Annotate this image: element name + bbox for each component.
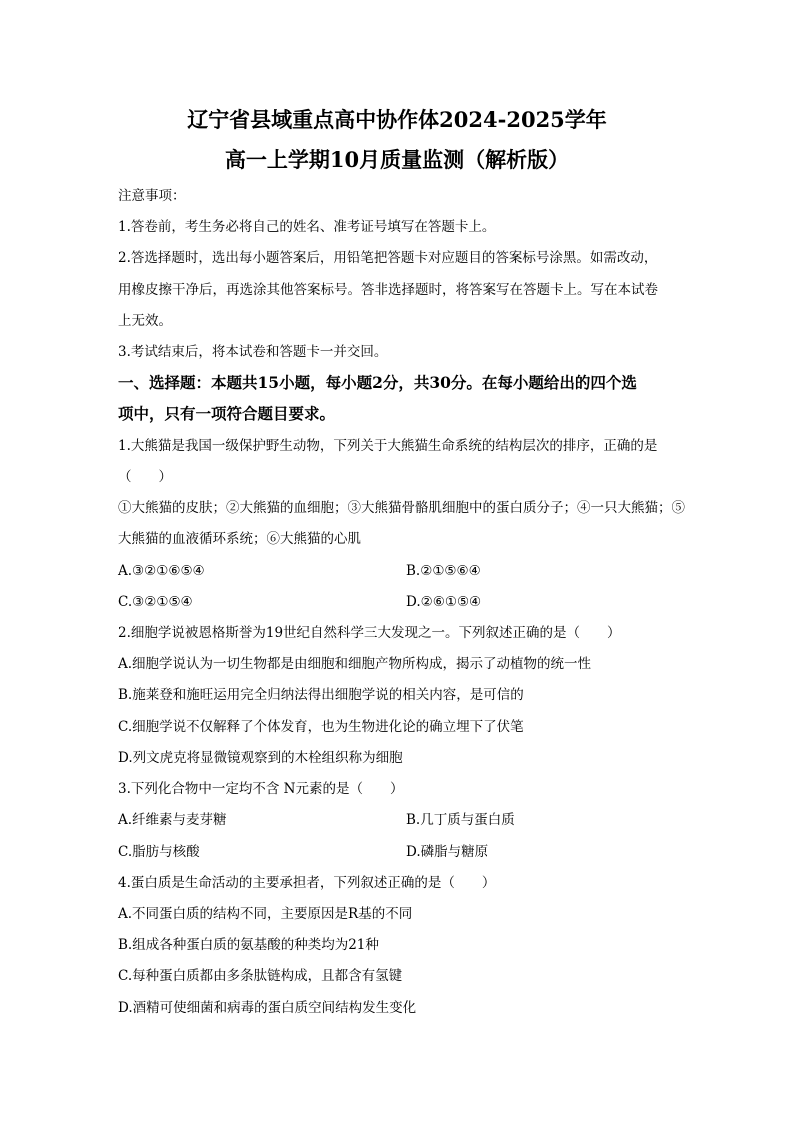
q1-option-d: D.②⑥①⑤④ bbox=[406, 594, 482, 610]
q3-stem: 3.下列化合物中一定均不含 N元素的是（ ） bbox=[118, 781, 404, 797]
q1-items-line1: ①大熊猫的皮肤；②大熊猫的血细胞；③大熊猫骨骼肌细胞中的蛋白质分子；④一只大熊猫；⑤ bbox=[118, 500, 685, 516]
q4-option-b: B.组成各种蛋白质的氨基酸的种类均为21种 bbox=[118, 937, 379, 953]
notes-heading: 注意事项： bbox=[118, 188, 186, 204]
q4-option-d: D.酒精可使细菌和病毒的蛋白质空间结构发生变化 bbox=[118, 1000, 417, 1016]
q1-stem-line1: 1.大熊猫是我国一级保护野生动物，下列关于大熊猫生命系统的结构层次的排序，正确的是 bbox=[118, 438, 658, 454]
q3-option-d: D.磷脂与糖原 bbox=[406, 844, 489, 860]
notes-item-1: 1.答卷前，考生务必将自己的姓名、准考证号填写在答题卡上。 bbox=[118, 219, 496, 235]
notes-item-2-line2: 用橡皮擦干净后，再选涂其他答案标号。答非选择题时，将答案写在答题卡上。写在本试卷 bbox=[118, 282, 658, 298]
exam-title-line2: 高一上学期10月质量监测（解析版） bbox=[224, 147, 570, 172]
section1-heading-line1: 一、选择题：本题共15小题，每小题2分，共30分。在每小题给出的四个选 bbox=[118, 373, 637, 392]
q4-stem: 4.蛋白质是生命活动的主要承担者，下列叙述正确的是（ ） bbox=[118, 875, 496, 891]
notes-item-2-line3: 上无效。 bbox=[118, 313, 172, 329]
q3-option-b: B.几丁质与蛋白质 bbox=[406, 812, 515, 828]
q1-items-line2: 大熊猫的血液循环系统；⑥大熊猫的心肌 bbox=[118, 531, 361, 547]
q1-option-c: C.③②①⑤④ bbox=[118, 594, 193, 610]
q2-stem: 2.细胞学说被恩格斯誉为19世纪自然科学三大发现之一。下列叙述正确的是（ ） bbox=[118, 625, 621, 641]
exam-title-line1: 辽宁省县域重点高中协作体2024-2025学年 bbox=[187, 107, 607, 132]
q4-option-a: A.不同蛋白质的结构不同，主要原因是R基的不同 bbox=[118, 906, 413, 922]
q1-stem-line2: （ ） bbox=[118, 469, 172, 485]
q3-option-c: C.脂肪与核酸 bbox=[118, 844, 200, 860]
section1-heading-line2: 项中，只有一项符合题目要求。 bbox=[118, 404, 336, 423]
q2-option-b: B.施莱登和施旺运用完全归纳法得出细胞学说的相关内容，是可信的 bbox=[118, 687, 524, 703]
notes-item-2-line1: 2.答选择题时，选出每小题答案后，用铅笔把答题卡对应题目的答案标号涂黑。如需改动， bbox=[118, 250, 658, 266]
q3-option-a: A.纤维素与麦芽糖 bbox=[118, 812, 227, 828]
q1-option-a: A.③②①⑥⑤④ bbox=[118, 563, 205, 579]
q4-option-c: C.每种蛋白质都由多条肽链构成，且都含有氢键 bbox=[118, 968, 403, 984]
q2-option-a: A.细胞学说认为一切生物都是由细胞和细胞产物所构成，揭示了动植物的统一性 bbox=[118, 656, 592, 672]
q2-option-d: D.列文虎克将显微镜观察到的木栓组织称为细胞 bbox=[118, 750, 403, 766]
notes-item-3: 3.考试结束后，将本试卷和答题卡一并交回。 bbox=[118, 344, 388, 360]
q1-option-b: B.②①⑤⑥④ bbox=[406, 563, 481, 579]
q2-option-c: C.细胞学说不仅解释了个体发育，也为生物进化论的确立埋下了伏笔 bbox=[118, 719, 524, 735]
